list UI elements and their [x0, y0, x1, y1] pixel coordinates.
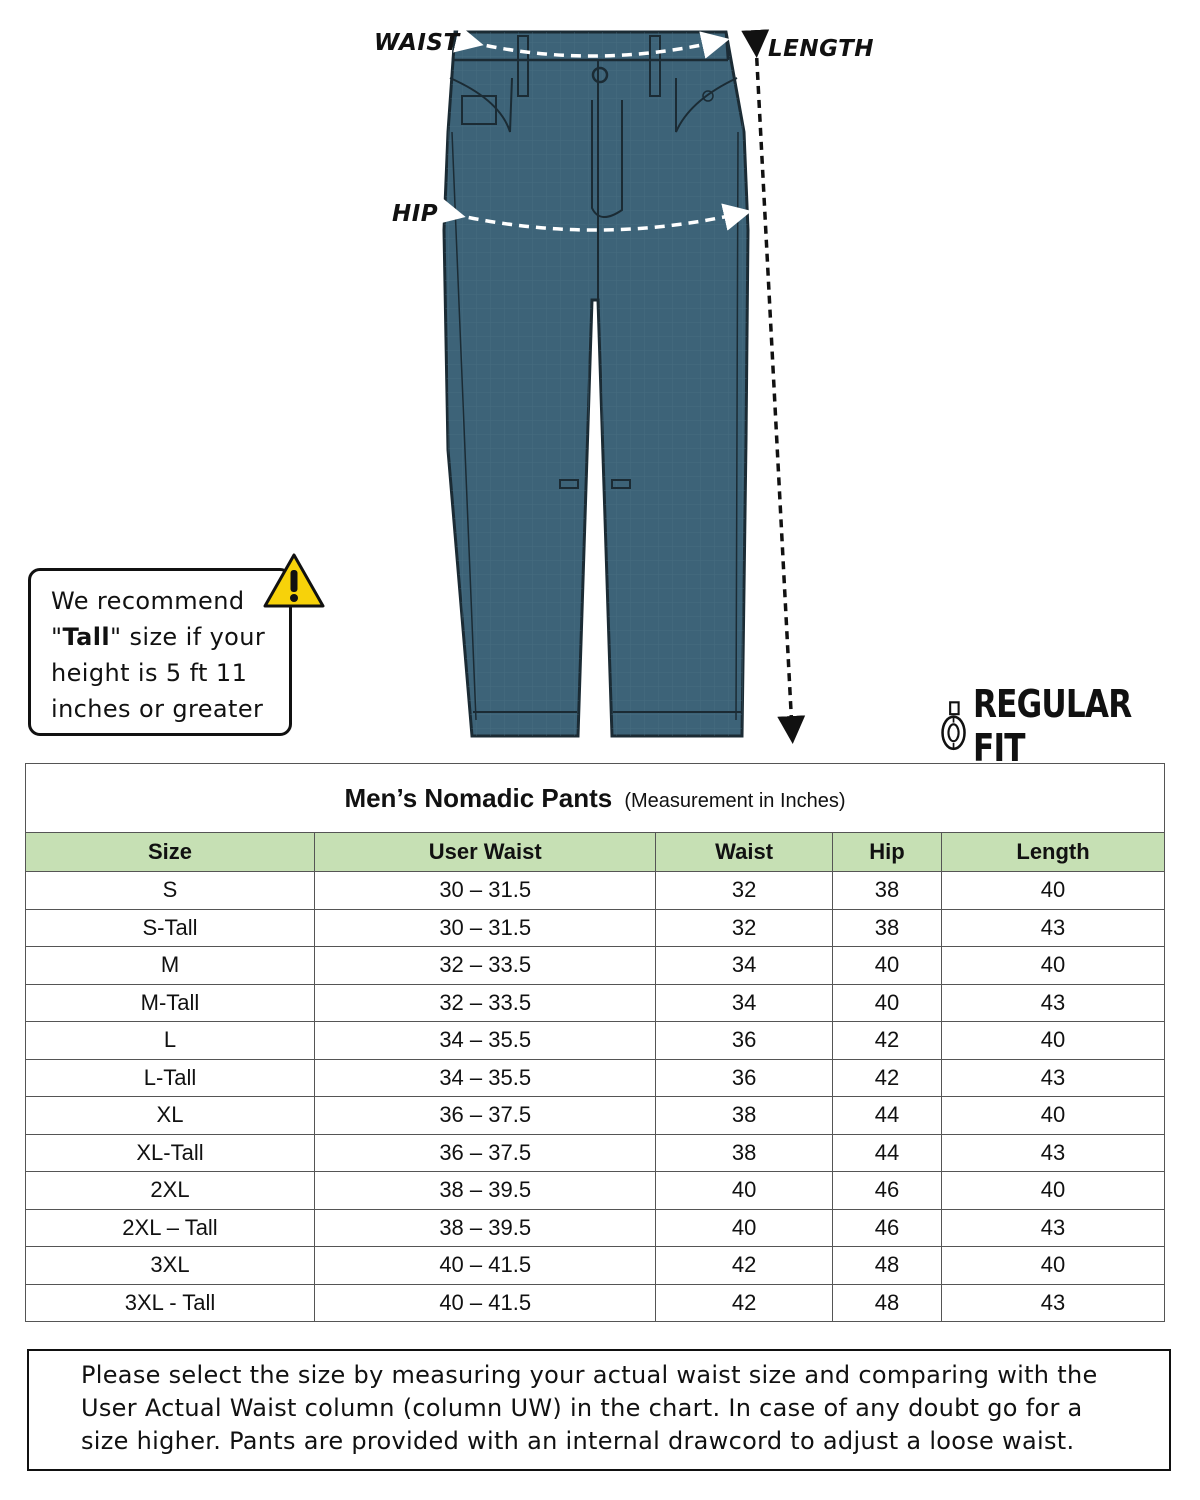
sizing-note-box — [27, 1349, 1171, 1471]
cell-size: XL — [26, 1097, 315, 1135]
cell-length: 40 — [942, 1097, 1165, 1135]
cell-waist: 42 — [656, 1284, 832, 1322]
cell-hip: 44 — [832, 1134, 941, 1172]
cell-waist: 42 — [656, 1247, 832, 1285]
cell-length: 40 — [942, 1172, 1165, 1210]
cell-waist: 34 — [656, 947, 832, 985]
note-line-3: size higher. Pants are provided with an internal drawcord to adjust a loose waist. — [81, 1427, 1075, 1455]
cell-hip: 40 — [832, 947, 941, 985]
header-user-waist: User Waist — [315, 833, 656, 872]
length-label: LENGTH — [768, 36, 875, 62]
cell-user-waist: 40 – 41.5 — [315, 1284, 656, 1322]
cell-size: M-Tall — [26, 984, 315, 1022]
cell-user-waist: 38 – 39.5 — [315, 1209, 656, 1247]
table-title-row — [26, 764, 1165, 833]
table-row — [26, 1097, 1165, 1135]
cell-size: 2XL – Tall — [26, 1209, 315, 1247]
cell-hip: 48 — [832, 1247, 941, 1285]
cell-size: M — [26, 947, 315, 985]
length-measure-line — [756, 44, 792, 730]
table-row — [26, 1247, 1165, 1285]
pants-shape — [444, 32, 748, 736]
header-length: Length — [942, 833, 1165, 872]
cell-length: 43 — [942, 1209, 1165, 1247]
cell-hip: 42 — [832, 1022, 941, 1060]
cell-user-waist: 36 – 37.5 — [315, 1134, 656, 1172]
header-waist: Waist — [656, 833, 832, 872]
cell-hip: 40 — [832, 984, 941, 1022]
cell-size: S-Tall — [26, 909, 315, 947]
recommendation-line-1: We recommend — [51, 587, 245, 615]
table-subtitle: (Measurement in Inches) — [624, 789, 846, 812]
cell-hip: 46 — [832, 1172, 941, 1210]
cell-length: 43 — [942, 909, 1165, 947]
cell-length: 40 — [942, 1247, 1165, 1285]
cell-length: 43 — [942, 1059, 1165, 1097]
measuring-tape-icon — [940, 696, 967, 756]
tall-emphasis: Tall — [62, 623, 110, 651]
cell-length: 43 — [942, 1284, 1165, 1322]
table-title: Men’s Nomadic Pants — [344, 782, 613, 813]
cell-user-waist: 32 – 33.5 — [315, 984, 656, 1022]
cell-hip: 48 — [832, 1284, 941, 1322]
cell-user-waist: 30 – 31.5 — [315, 872, 656, 910]
hip-label: HIP — [392, 201, 439, 227]
cell-waist: 32 — [656, 909, 832, 947]
table-row — [26, 1209, 1165, 1247]
recommendation-line-2: "Tall" size if your — [51, 623, 266, 651]
table-row — [26, 1284, 1165, 1322]
header-size: Size — [26, 833, 315, 872]
cell-user-waist: 34 – 35.5 — [315, 1059, 656, 1097]
cell-waist: 38 — [656, 1097, 832, 1135]
cell-user-waist: 32 – 33.5 — [315, 947, 656, 985]
cell-user-waist: 30 – 31.5 — [315, 909, 656, 947]
cell-length: 43 — [942, 1134, 1165, 1172]
cell-size: XL-Tall — [26, 1134, 315, 1172]
regular-fit-badge — [940, 682, 1200, 770]
cell-waist: 40 — [656, 1172, 832, 1210]
cell-user-waist: 34 – 35.5 — [315, 1022, 656, 1060]
cell-waist: 36 — [656, 1059, 832, 1097]
cell-length: 40 — [942, 872, 1165, 910]
tall-recommendation-box — [28, 568, 292, 736]
cell-length: 40 — [942, 1022, 1165, 1060]
cell-hip: 42 — [832, 1059, 941, 1097]
cell-hip: 44 — [832, 1097, 941, 1135]
cell-waist: 38 — [656, 1134, 832, 1172]
recommendation-line-3: height is 5 ft 11 — [51, 659, 248, 687]
waist-label: WAIST — [374, 30, 460, 56]
table-header-row — [26, 833, 1165, 872]
cell-size: 3XL - Tall — [26, 1284, 315, 1322]
cell-hip: 38 — [832, 872, 941, 910]
table-row — [26, 947, 1165, 985]
cell-waist: 36 — [656, 1022, 832, 1060]
cell-user-waist: 36 – 37.5 — [315, 1097, 656, 1135]
table-row — [26, 909, 1165, 947]
cell-size: L-Tall — [26, 1059, 315, 1097]
table-row — [26, 1134, 1165, 1172]
cell-waist: 32 — [656, 872, 832, 910]
cell-hip: 38 — [832, 909, 941, 947]
table-row — [26, 1022, 1165, 1060]
cell-length: 43 — [942, 984, 1165, 1022]
recommendation-line-4: inches or greater — [51, 695, 264, 723]
header-hip: Hip — [832, 833, 941, 872]
warning-icon — [262, 552, 326, 610]
cell-size: 2XL — [26, 1172, 315, 1210]
cell-user-waist: 40 – 41.5 — [315, 1247, 656, 1285]
cell-length: 40 — [942, 947, 1165, 985]
table-row — [26, 1059, 1165, 1097]
cell-waist: 40 — [656, 1209, 832, 1247]
fit-label: REGULAR FIT — [973, 682, 1132, 770]
cell-size: L — [26, 1022, 315, 1060]
cell-hip: 46 — [832, 1209, 941, 1247]
size-chart-table — [25, 763, 1165, 1322]
table-row — [26, 984, 1165, 1022]
note-line-1: Please select the size by measuring your actual waist size and comparing with the — [81, 1361, 1098, 1389]
table-row — [26, 872, 1165, 910]
cell-user-waist: 38 – 39.5 — [315, 1172, 656, 1210]
cell-size: 3XL — [26, 1247, 315, 1285]
table-row — [26, 1172, 1165, 1210]
cell-waist: 34 — [656, 984, 832, 1022]
note-line-2: User Actual Waist column (column UW) in the chart. In case of any doubt go for a — [81, 1394, 1083, 1422]
cell-size: S — [26, 872, 315, 910]
